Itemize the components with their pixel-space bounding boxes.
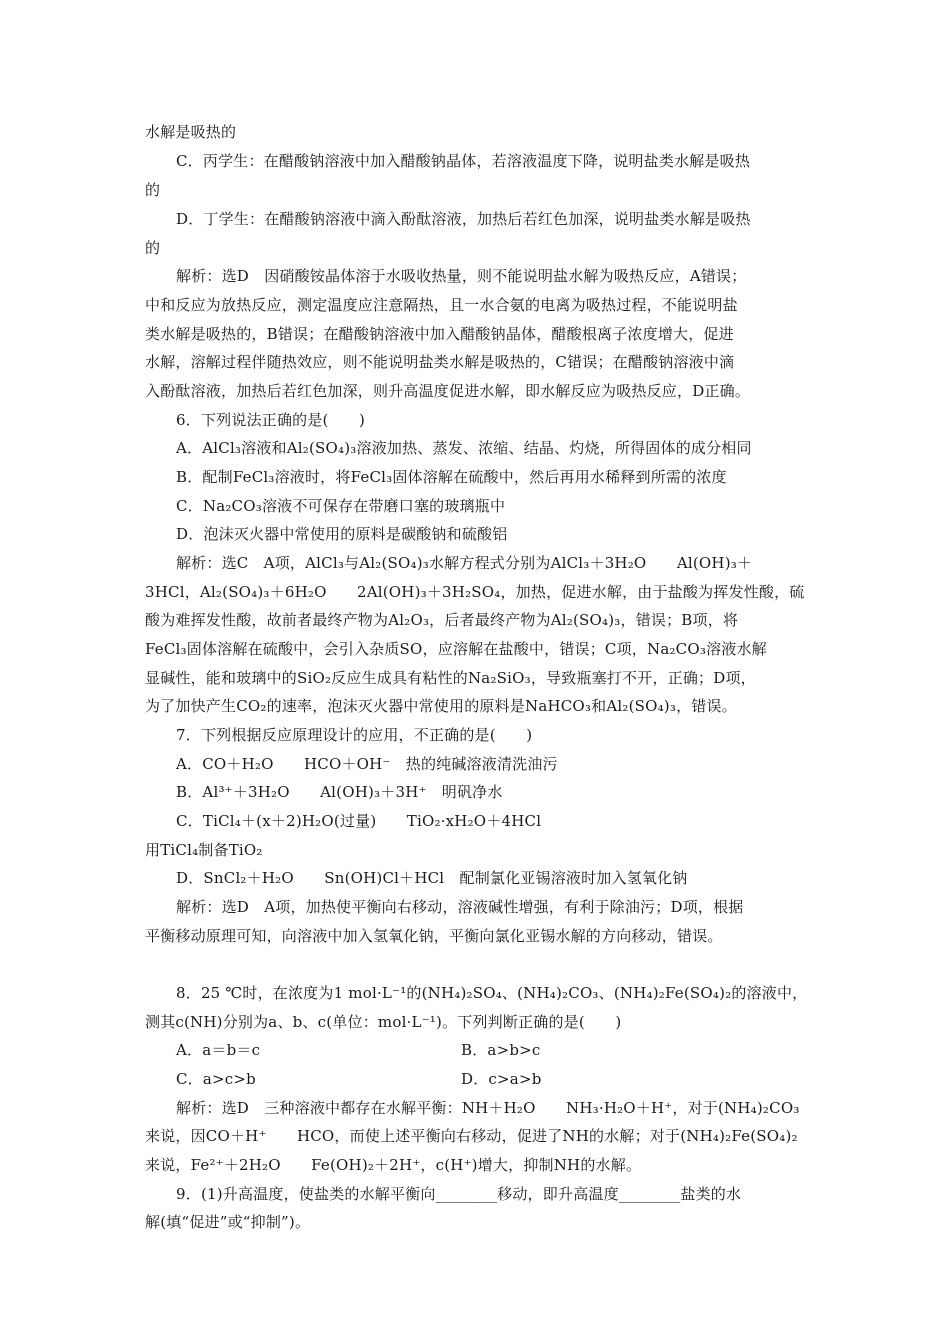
analysis-5: 解析：选D 因硝酸铵晶体溶于水吸收热量，则不能说明盐水解为吸热反应，A错误； <box>176 267 747 285</box>
question-7: 7．下列根据反应原理设计的应用，不正确的是( ) <box>176 726 533 744</box>
text-line: 水解，溶解过程伴随热效应，则不能说明盐类水解是吸热的，C错误；在醋酸钠溶液中滴 <box>145 353 735 371</box>
text-line: 解(填“促进”或“抑制”)。 <box>145 1213 311 1231</box>
text-line: 水解是吸热的 <box>145 123 237 141</box>
text-line: 显碱性，能和玻璃中的SiO₂反应生成具有粘性的Na₂SiO₃，导致瓶塞打不开，正确；D项， <box>145 669 756 687</box>
text-line: 酸为难挥发性酸，故前者最终产物为Al₂O₃，后者最终产物为Al₂(SO₄)₃，错误；B项，将 <box>145 611 739 629</box>
question-6: 6．下列说法正确的是( ) <box>176 411 366 429</box>
option-a: A．a＝b＝c <box>176 1041 261 1059</box>
text-line: 来说，因CO＋H⁺ HCO，而使上述平衡向右移动，促进了NH的水解；对于(NH₄)₂Fe(SO₄)₂ <box>145 1127 798 1145</box>
text-line: 用TiCl₄制备TiO₂ <box>145 841 263 859</box>
text-line: 测其c(NH)分别为a、b、c(单位：mol·L⁻¹)。下列判断正确的是( ) <box>145 1013 622 1031</box>
question-9: 9．(1)升高温度，使盐类的水解平衡向________移动，即升高温度________盐类的水 <box>176 1185 742 1203</box>
option-c: C．a>c>b <box>176 1070 256 1088</box>
option-b: B．Al³⁺＋3H₂O Al(OH)₃＋3H⁺ 明矾净水 <box>176 783 503 801</box>
text-line: 入酚酞溶液，加热后若红色加深，则升高温度促进水解，即水解反应为吸热反应，D正确。 <box>145 382 751 400</box>
option-a: A．CO＋H₂O HCO＋OH⁻ 热的纯碱溶液清洗油污 <box>176 755 558 773</box>
text-line: FeCl₃固体溶解在硫酸中，会引入杂质SO，应溶解在盐酸中，错误；C项，Na₂CO₃溶液水解 <box>145 640 767 658</box>
text-line: 类水解是吸热的，B错误；在醋酸钠溶液中加入醋酸钠晶体，醋酸根离子浓度增大，促进 <box>145 325 734 343</box>
text-line: 平衡移动原理可知，向溶液中加入氢氧化钠，平衡向氯化亚锡水解的方向移动，错误。 <box>145 927 723 945</box>
analysis-6: 解析：选C A项，AlCl₃与Al₂(SO₄)₃水解方程式分别为AlCl₃＋3H₂O Al(OH)₃＋ <box>176 554 753 572</box>
option-c: C．丙学生：在醋酸钠溶液中加入醋酸钠晶体，若溶液温度下降，说明盐类水解是吸热 <box>176 152 751 170</box>
text-line: 中和反应为放热反应，测定温度应注意隔热，且一水合氨的电离为吸热过程，不能说明盐 <box>145 296 738 314</box>
text-line: 来说，Fe²⁺＋2H₂O Fe(OH)₂＋2H⁺，c(H⁺)增大，抑制NH的水解。 <box>145 1156 642 1174</box>
analysis-7: 解析：选D A项，加热使平衡向右移动，溶液碱性增强，有利于除油污；D项，根据 <box>176 898 744 916</box>
text-line: 3HCl，Al₂(SO₄)₃＋6H₂O 2Al(OH)₃＋3H₂SO₄，加热，促进水解，由于盐酸为挥发性酸，硫 <box>145 583 805 601</box>
analysis-8: 解析：选D 三种溶液中都存在水解平衡：NH＋H₂O NH₃·H₂O＋H⁺，对于(NH₄)₂CO₃ <box>176 1099 800 1117</box>
option-d: D．丁学生：在醋酸钠溶液中滴入酚酞溶液，加热后若红色加深，说明盐类水解是吸热 <box>176 210 751 228</box>
option-a: A．AlCl₃溶液和Al₂(SO₄)₃溶液加热、蒸发、浓缩、结晶、灼烧，所得固体的成分相同 <box>176 439 752 457</box>
option-c: C．TiCl₄＋(x＋2)H₂O(过量) TiO₂·xH₂O＋4HCl <box>176 812 542 830</box>
option-d: D．c>a>b <box>461 1070 542 1088</box>
option-b: B．a>b>c <box>461 1041 541 1059</box>
option-c: C．Na₂CO₃溶液不可保存在带磨口塞的玻璃瓶中 <box>176 497 506 515</box>
option-d: D．泡沫灭火器中常使用的原料是碳酸钠和硫酸铝 <box>176 525 508 543</box>
question-8: 8．25 ℃时，在浓度为1 mol·L⁻¹的(NH₄)₂SO₄、(NH₄)₂CO₃、(NH₄)₂Fe(SO₄)₂的溶液中， <box>176 984 808 1002</box>
option-b: B．配制FeCl₃溶液时，将FeCl₃固体溶解在硫酸中，然后再用水稀释到所需的浓度 <box>176 468 727 486</box>
option-d: D．SnCl₂＋H₂O Sn(OH)Cl＋HCl 配制氯化亚锡溶液时加入氢氧化钠 <box>176 869 688 887</box>
text-line: 的 <box>145 181 161 199</box>
text-line: 为了加快产生CO₂的速率，泡沫灭火器中常使用的原料是NaHCO₃和Al₂(SO₄)₃，错误。 <box>145 697 737 715</box>
text-line: 的 <box>145 239 161 257</box>
